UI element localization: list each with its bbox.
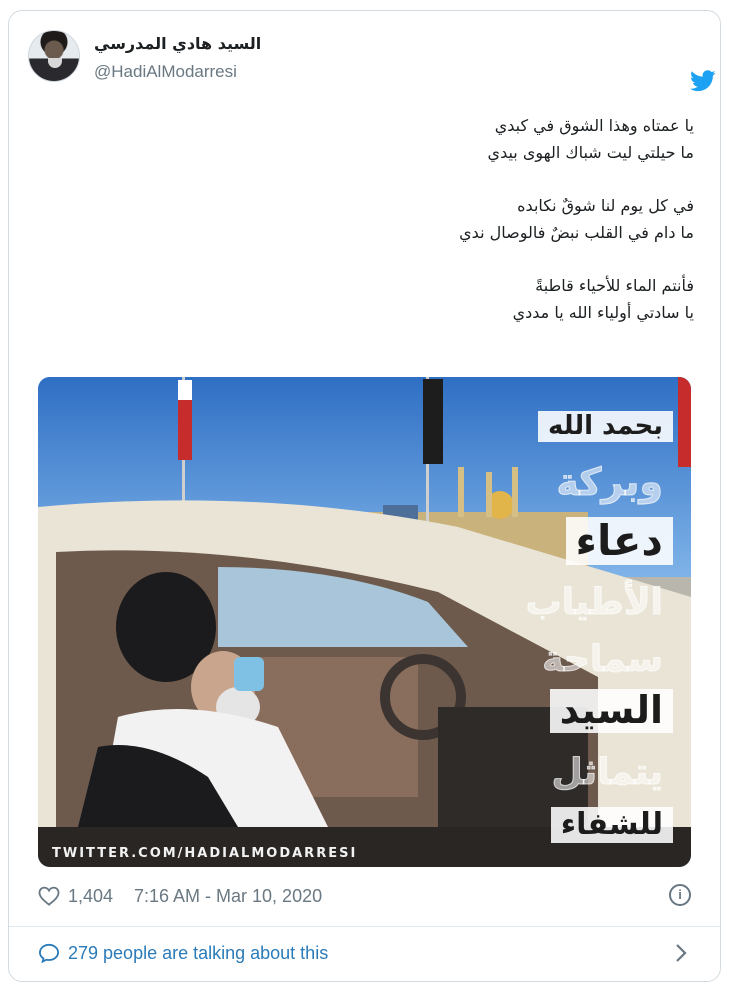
info-icon[interactable]: i: [669, 884, 691, 906]
tweet-photo[interactable]: [38, 377, 691, 867]
poem-line: ما دام في القلب نبضٌ فالوصال ندي: [459, 223, 694, 242]
poem-line: في كل يوم لنا شوقٌ نكابده: [517, 196, 694, 215]
poem-stanza: [40, 112, 694, 166]
heart-icon[interactable]: [38, 886, 60, 906]
chevron-right-icon[interactable]: [675, 943, 687, 963]
poem-line: ما حيلتي ليت شباك الهوى بيدي: [487, 143, 694, 162]
overlay-word: سماحة: [542, 639, 663, 680]
twitter-bird-icon[interactable]: [690, 70, 716, 92]
poem-stanza: [40, 192, 694, 246]
like-count[interactable]: 1,404: [68, 886, 114, 906]
overlay-word: السيد: [550, 689, 673, 733]
poem-line: يا سادتي أولياء الله يا مددي: [512, 303, 694, 322]
divider: [9, 926, 720, 927]
photo-watermark: TWITTER.COM/HADIALMODARRESI: [52, 846, 358, 861]
poem-line: فأنتم الماء للأحياء قاطبةً: [535, 276, 694, 295]
overlay-word: الأطياب: [525, 582, 663, 623]
tweet-footer[interactable]: [38, 940, 691, 968]
poem-stanza: [40, 272, 694, 326]
speech-bubble-icon: [38, 943, 60, 963]
display-name[interactable]: السيد هادي المدرسي: [94, 34, 262, 53]
overlay-word: دعاء: [566, 517, 674, 565]
overlay-word: بحمد الله: [538, 411, 673, 442]
tweet-header: [28, 30, 688, 94]
tweet-text: [40, 112, 694, 352]
overlay-word: وبركة: [556, 460, 663, 504]
avatar[interactable]: [28, 30, 80, 82]
overlay-word: للشفاء: [551, 807, 673, 843]
overlay-word: يتماثل: [551, 752, 663, 793]
tweet-meta: [38, 884, 691, 910]
poem-line: يا عمتاه وهذا الشوق في كبدي: [494, 116, 694, 135]
tweet-timestamp[interactable]: 7:16 AM - Mar 10, 2020: [134, 886, 323, 906]
conversation-link[interactable]: 279 people are talking about this: [68, 943, 329, 963]
user-handle[interactable]: @HadiAlModarresi: [94, 62, 237, 81]
